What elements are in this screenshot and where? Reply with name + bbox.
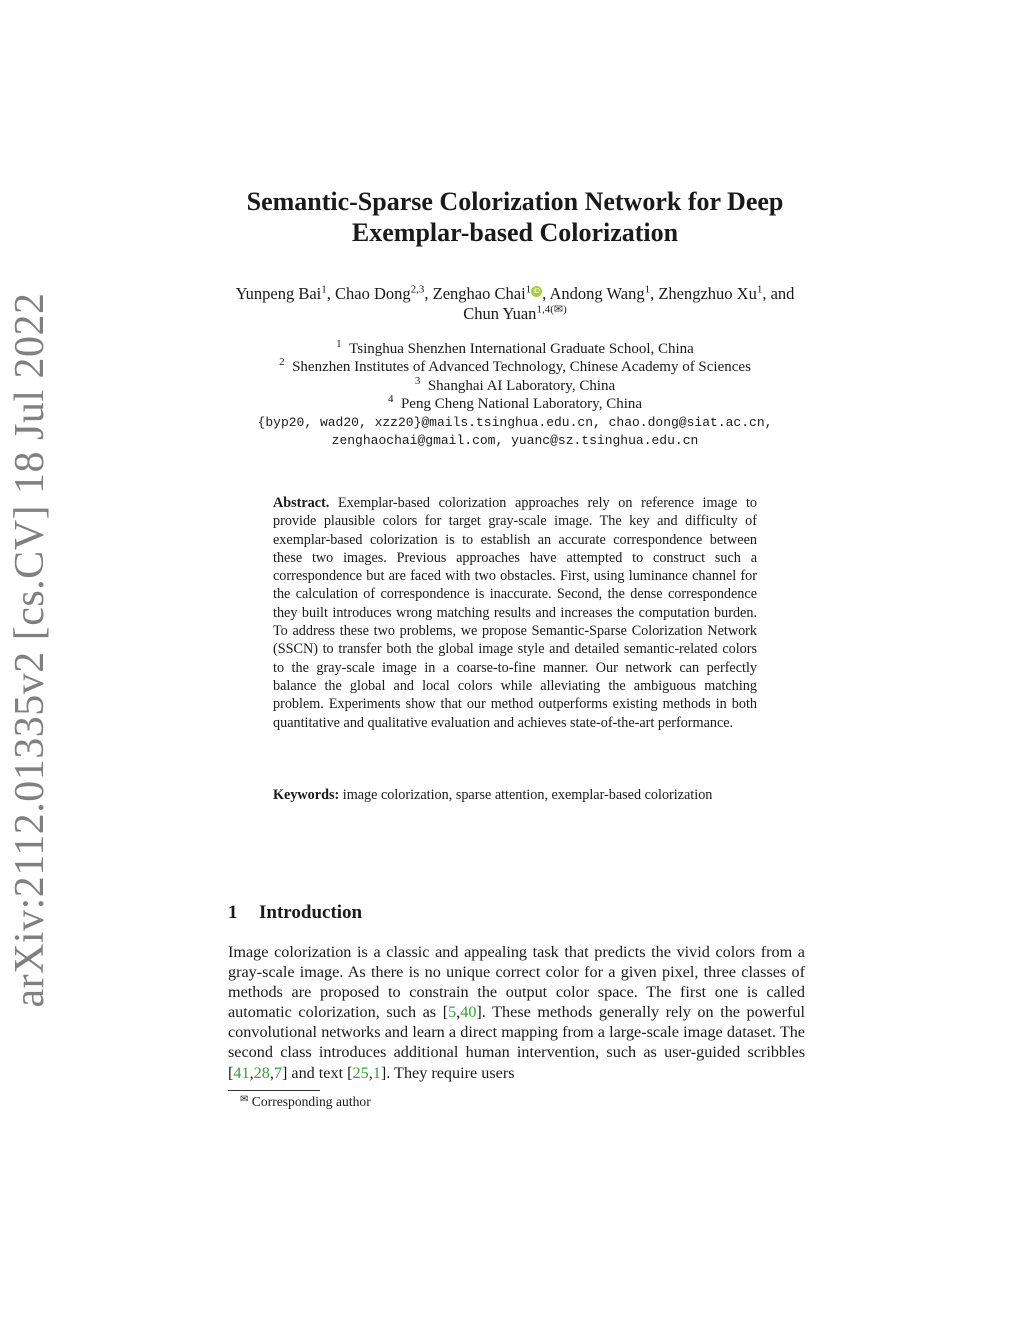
affiliation-item bbox=[200, 340, 830, 358]
affiliation-sup: 3 bbox=[414, 374, 421, 387]
citation-link[interactable]: 25 bbox=[352, 1063, 369, 1082]
orcid-icon[interactable]: iD bbox=[531, 286, 542, 297]
citation-link[interactable]: 7 bbox=[273, 1063, 282, 1082]
body-text: Image colorization is a classic and appealing task that predicts the vivid colors from a gray-scale image. As there is no unique correct color for a given pixel, three classes of methods are proposed to constrain the output color space. The first one is called automatic colorization, such as [ bbox=[228, 943, 805, 1022]
keywords-label: Keywords: bbox=[273, 787, 340, 803]
affiliation-text: Shanghai AI Laboratory, China bbox=[427, 377, 616, 394]
citation-link[interactable]: 1 bbox=[372, 1063, 381, 1082]
citation-link[interactable]: 28 bbox=[253, 1063, 270, 1082]
affiliation-sup: 4 bbox=[387, 393, 394, 406]
affiliation-item bbox=[200, 374, 830, 395]
author-name: , Zhengzhuo Xu bbox=[650, 284, 757, 303]
section-number: 1 bbox=[228, 902, 238, 923]
affiliation-text: Peng Cheng National Laboratory, China bbox=[400, 396, 643, 413]
email-line[interactable]: zenghaochai@gmail.com, yuanc@sz.tsinghua.edu.cn bbox=[331, 433, 699, 449]
body-text: ] and text [ bbox=[281, 1063, 353, 1082]
abstract-label: Abstract. bbox=[273, 495, 330, 511]
keywords bbox=[273, 786, 757, 804]
intro-paragraph bbox=[228, 942, 805, 1083]
title-line-1: Semantic-Sparse Colorization Network for Deep bbox=[246, 187, 784, 216]
title-line-2: Exemplar-based Colorization bbox=[351, 218, 679, 247]
cite-separator: , bbox=[249, 1063, 254, 1082]
keywords-text: image colorization, sparse attention, exemplar-based colorization bbox=[342, 787, 713, 803]
body-text: ]. These methods generally rely on the powerful convolutional networks and learn a direct mapping from a large-scale image dataset. The second class introduces additional human intervention, such as user-guided scribbles [ bbox=[228, 1003, 805, 1082]
author-sup: 1,4 bbox=[536, 303, 551, 316]
arxiv-identifier: arXiv:2112.01335v2 [cs.CV] 18 Jul 2022 bbox=[7, 292, 53, 1008]
author-name: , Zenghao Chai bbox=[424, 284, 526, 303]
affiliation-sup: 2 bbox=[279, 356, 285, 369]
author-sup: 1 bbox=[756, 283, 763, 296]
section-title: Introduction bbox=[259, 902, 363, 923]
abstract-text: Exemplar-based colorization approaches rely on reference image to provide plausible colors for target gray-scale image. The key and difficulty of exemplar-based colorization is to establish an accurate correspondence between these two images. Previous approaches have attempted to construct such a correspondence but are faced with two obstacles. First, using luminance channel for the calculation of correspondence is inaccurate. Second, the dense correspondence they built introduces wrong matching results and increases the computation burden. To address these two problems, we propose Semantic-Sparse Colorization Network (SSCN) to transfer both the global image style and detailed semantic-related colors to the gray-scale image in a coarse-to-fine manner. Our network can perfectly balance the global and local colors while alleviating the ambiguous matching problem. Experiments show that our method outperforms existing methods in both quantitative and qualitative evaluation and achieves state-of-the-art performance. bbox=[273, 495, 757, 731]
author-name: Yunpeng Bai bbox=[235, 284, 322, 303]
cite-separator: , bbox=[269, 1063, 274, 1082]
body-text: ]. They require users bbox=[380, 1063, 515, 1082]
email-line[interactable]: {byp20, wad20, xzz20}@mails.tsinghua.edu.cn, chao.dong@siat.ac.cn, bbox=[257, 414, 773, 430]
paper-title bbox=[200, 186, 830, 248]
cite-separator: , bbox=[456, 1003, 461, 1022]
affiliation-text: Shenzhen Institutes of Advanced Technology, Chinese Academy of Sciences bbox=[292, 359, 751, 376]
envelope-icon: ✉ bbox=[240, 1094, 249, 1105]
author-sup: 1 bbox=[321, 283, 327, 296]
citation-link[interactable]: 40 bbox=[460, 1003, 477, 1022]
author-name: , Andong Wang bbox=[542, 284, 645, 303]
author-list bbox=[220, 284, 810, 324]
cite-separator: , bbox=[368, 1063, 373, 1082]
author-name: , and Chun Yuan bbox=[463, 284, 795, 323]
footnote bbox=[240, 1094, 371, 1110]
envelope-icon: (✉) bbox=[550, 303, 567, 316]
author-sup: 2,3 bbox=[410, 283, 425, 296]
affiliation-sup: 1 bbox=[336, 338, 342, 350]
author-name: , Chao Dong bbox=[326, 284, 411, 303]
author-sup: 1 bbox=[525, 283, 532, 296]
abstract bbox=[273, 494, 757, 732]
footnote-divider bbox=[228, 1090, 320, 1091]
citation-link[interactable]: 41 bbox=[233, 1063, 250, 1082]
affiliation-text: Tsinghua Shenzhen International Graduate School, China bbox=[349, 341, 694, 357]
section-heading bbox=[228, 902, 362, 924]
footnote-text: Corresponding author bbox=[251, 1094, 371, 1109]
author-sup: 1 bbox=[644, 283, 651, 296]
affiliations bbox=[200, 340, 830, 450]
affiliation-item bbox=[200, 395, 830, 413]
citation-link[interactable]: 5 bbox=[448, 1003, 457, 1022]
affiliation-item bbox=[200, 358, 830, 376]
